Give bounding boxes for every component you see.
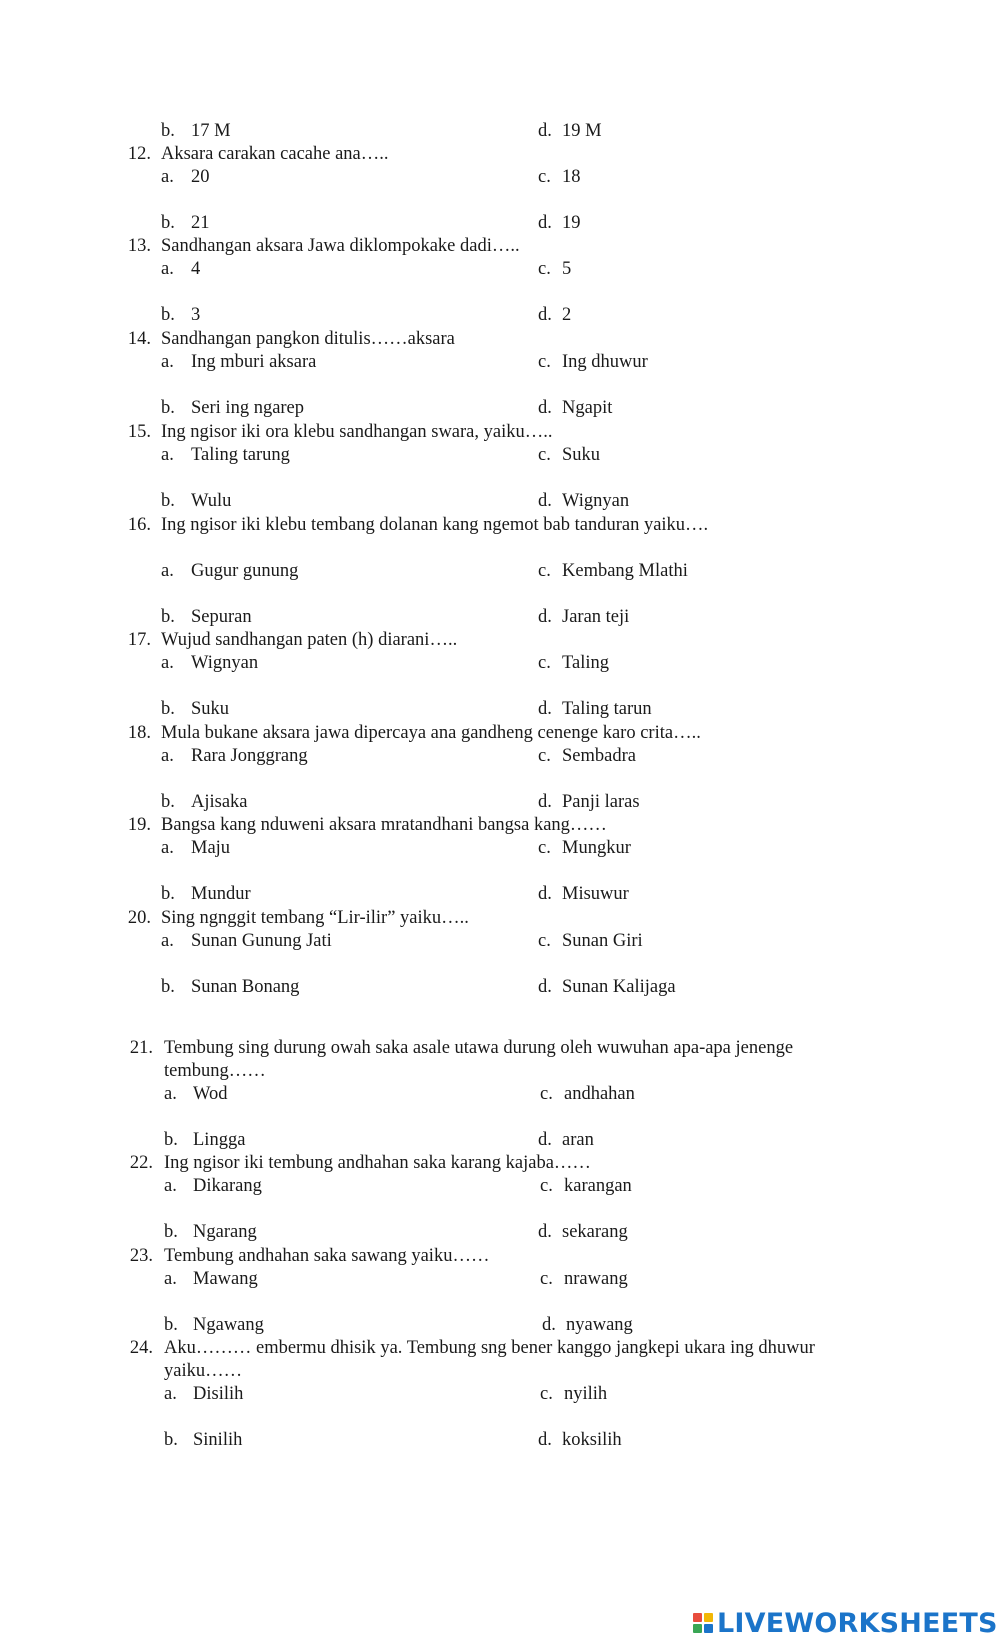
option-d-text: 19 [562,213,581,233]
option-c-label: c. [540,1084,553,1104]
question-number: 23. [129,1246,153,1266]
option-c-label: c. [540,1384,553,1404]
option-a-label: a. [161,931,174,951]
option-c-label: c. [538,746,551,766]
option-d-text: nyawang [566,1315,633,1335]
option-d-text: 2 [562,305,572,325]
question-text: Aku……… embermu dhisik ya. Tembung sng bener kanggo jangkepi ukara ing dhuwur [164,1338,815,1358]
option-d-label: d. [538,305,552,325]
question-number: 21. [129,1038,153,1058]
option-c-text: andhahan [564,1084,635,1104]
option-a-label: a. [161,653,174,673]
option-b-text: Seri ing ngarep [191,398,305,418]
option-a-text: Rara Jonggrang [191,746,308,766]
option-d-text: Jaran teji [562,607,630,627]
option-b-text: Sinilih [193,1430,243,1450]
option-b-text: Ngarang [193,1222,257,1242]
option-d-label: d. [538,121,552,141]
option-d-label: d. [538,699,552,719]
option-b-label: b. [164,1315,178,1335]
option-c-text: Sembadra [562,746,636,766]
option-a-label: a. [164,1176,177,1196]
question-number: 22. [129,1153,153,1173]
option-b-text: 3 [191,305,201,325]
option-d-text: Taling tarun [562,699,652,719]
question-text: Sing ngnggit tembang “Lir-ilir” yaiku….. [161,908,469,928]
question-text: Ing ngisor iki klebu tembang dolanan kang ngemot bab tanduran yaiku…. [161,515,709,535]
option-b-text: Lingga [193,1130,246,1150]
option-d-text: Sunan Kalijaga [562,977,676,997]
question-number: 24. [129,1338,153,1358]
option-c-label: c. [538,653,551,673]
question-number: 16. [127,515,151,535]
option-b-label: b. [164,1222,178,1242]
option-b-label: b. [161,884,175,904]
option-b-text: Ngawang [193,1315,264,1335]
option-a-text: Dikarang [193,1176,262,1196]
logo-square-green [693,1624,702,1633]
option-d-text: 19 M [562,121,602,141]
liveworksheets-logo [693,1606,998,1640]
option-c-text: Ing dhuwur [562,352,648,372]
option-b-label: b. [161,977,175,997]
option-c-label: c. [540,1176,553,1196]
option-a-label: a. [161,259,174,279]
option-a-text: Ing mburi aksara [191,352,317,372]
question-text: Tembung sing durung owah saka asale utawa durung oleh wuwuhan apa-apa jenenge [164,1038,794,1058]
question-number: 20. [127,908,151,928]
question-text: Mula bukane aksara jawa dipercaya ana gandheng cenenge karo crita….. [161,723,701,743]
option-b-text: Ajisaka [191,792,248,812]
option-c-text: Taling [562,653,609,673]
option-d-text: Wignyan [562,491,630,511]
question-text-continued: yaiku…… [164,1361,243,1381]
question-number: 17. [127,630,151,650]
option-d-text: aran [562,1130,594,1150]
option-b-label: b. [161,121,175,141]
option-a-label: a. [161,561,174,581]
question-number: 15. [127,422,151,442]
question-text-continued: tembung…… [164,1061,266,1081]
option-b-label: b. [161,491,175,511]
option-d-label: d. [538,607,552,627]
option-d-text: Ngapit [562,398,613,418]
option-a-label: a. [164,1384,177,1404]
option-d-label: d. [538,213,552,233]
question-text: Bangsa kang nduweni aksara mratandhani bangsa kang…… [161,815,607,835]
option-c-label: c. [538,561,551,581]
question-text: Wujud sandhangan paten (h) diarani….. [161,630,458,650]
option-c-text: Sunan Giri [562,931,643,951]
option-b-text: 17 M [191,121,231,141]
option-d-label: d. [538,977,552,997]
logo-text: LIVEWORKSHEETS [717,1607,998,1639]
question-number: 13. [127,236,151,256]
option-d-label: d. [538,884,552,904]
option-d-label: d. [542,1315,556,1335]
option-a-text: Wod [193,1084,228,1104]
option-d-text: koksilih [562,1430,622,1450]
option-a-text: Disilih [193,1384,244,1404]
option-c-text: Mungkur [562,838,631,858]
option-c-text: 5 [562,259,572,279]
option-c-text: Kembang Mlathi [562,561,688,581]
option-b-text: Wulu [191,491,232,511]
option-d-label: d. [538,491,552,511]
option-a-text: 4 [191,259,201,279]
option-b-label: b. [164,1130,178,1150]
option-c-text: Suku [562,445,601,465]
option-d-text: Misuwur [562,884,629,904]
question-text: Aksara carakan cacahe ana….. [161,144,389,164]
option-b-label: b. [161,305,175,325]
option-d-label: d. [538,398,552,418]
liveworksheets-logo-mark-icon [693,1613,713,1633]
option-a-label: a. [161,838,174,858]
option-a-text: Gugur gunung [191,561,299,581]
question-number: 14. [127,329,151,349]
question-number: 12. [127,144,151,164]
option-d-label: d. [538,1222,552,1242]
option-c-label: c. [538,931,551,951]
option-a-text: Taling tarung [191,445,290,465]
option-a-text: Wignyan [191,653,259,673]
question-number: 18. [127,723,151,743]
question-text: Sandhangan pangkon ditulis……aksara [161,329,455,349]
option-b-label: b. [164,1430,178,1450]
question-text: Tembung andhahan saka sawang yaiku…… [164,1246,490,1266]
option-c-label: c. [540,1269,553,1289]
option-b-text: Sunan Bonang [191,977,300,997]
logo-square-yellow [704,1613,713,1622]
option-a-label: a. [161,445,174,465]
option-c-text: 18 [562,167,581,187]
option-b-label: b. [161,699,175,719]
option-d-label: d. [538,1430,552,1450]
option-b-label: b. [161,607,175,627]
option-a-label: a. [161,746,174,766]
question-text: Sandhangan aksara Jawa diklompokake dadi….. [161,236,520,256]
option-c-text: nrawang [564,1269,628,1289]
option-c-label: c. [538,352,551,372]
option-b-label: b. [161,792,175,812]
option-c-text: nyilih [564,1384,608,1404]
question-text: Ing ngisor iki ora klebu sandhangan swara, yaiku….. [161,422,553,442]
option-c-label: c. [538,167,551,187]
option-b-text: Sepuran [191,607,252,627]
option-b-label: b. [161,398,175,418]
option-c-label: c. [538,259,551,279]
logo-square-red [693,1613,702,1622]
option-a-label: a. [161,167,174,187]
option-a-label: a. [164,1084,177,1104]
option-a-label: a. [161,352,174,372]
option-b-text: Mundur [191,884,251,904]
option-d-text: sekarang [562,1222,628,1242]
option-a-text: Maju [191,838,231,858]
option-c-label: c. [538,838,551,858]
option-b-label: b. [161,213,175,233]
option-a-text: Sunan Gunung Jati [191,931,332,951]
option-a-text: Mawang [193,1269,258,1289]
option-d-label: d. [538,792,552,812]
option-c-text: karangan [564,1176,632,1196]
option-b-text: Suku [191,699,230,719]
option-a-text: 20 [191,167,210,187]
question-number: 19. [127,815,151,835]
question-text: Ing ngisor iki tembung andhahan saka karang kajaba…… [164,1153,591,1173]
logo-square-blue [704,1624,713,1633]
option-a-label: a. [164,1269,177,1289]
option-d-label: d. [538,1130,552,1150]
option-d-text: Panji laras [562,792,640,812]
option-c-label: c. [538,445,551,465]
option-b-text: 21 [191,213,210,233]
